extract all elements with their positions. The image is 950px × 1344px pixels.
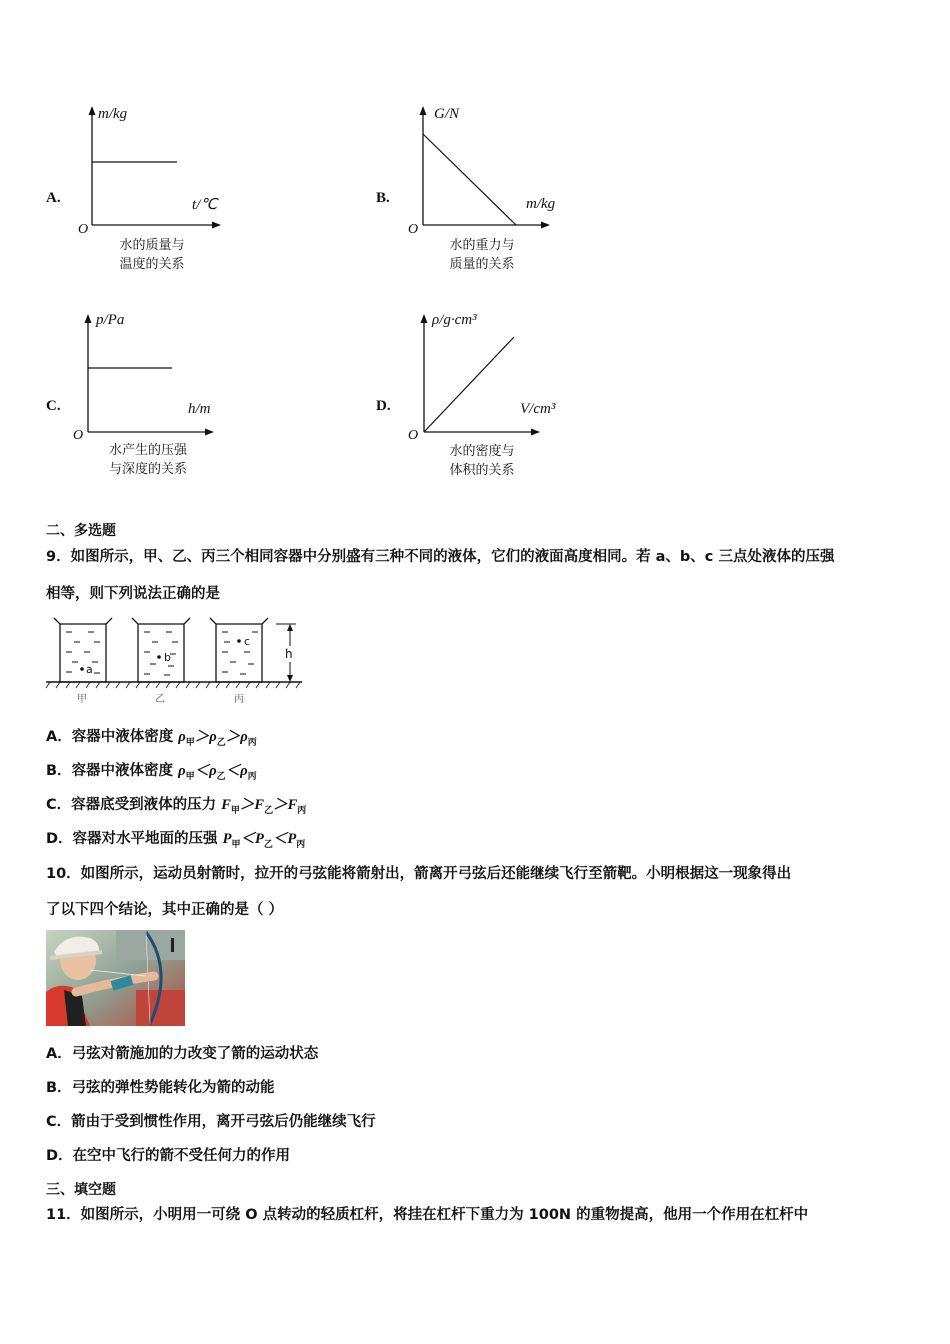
q9-option-b-text: 容器中液体密度: [71, 763, 179, 779]
q9-option-c-letter: C．: [46, 797, 72, 813]
graph-b-xlabel: m/kg: [526, 196, 556, 212]
graph-b: [372, 100, 592, 280]
graph-a-caption-line2: 温度的关系: [119, 257, 185, 272]
q10-option-d-text: 在空中飞行的箭不受任何力的作用: [72, 1148, 291, 1164]
q9-option-a-letter: A．: [46, 729, 72, 745]
point-b-label: b: [164, 651, 171, 664]
graph-b-axes: [372, 100, 592, 240]
q10-option-d[interactable]: [46, 1144, 290, 1165]
q9-option-a-f3: ＞ρ: [194, 729, 217, 745]
q9-option-d-f1: P: [222, 831, 232, 847]
archer-photo: [46, 930, 185, 1026]
graph-c-caption-line1: 水产生的压强: [108, 443, 187, 458]
q9-option-d-f5: ＜P: [272, 831, 297, 847]
q10-option-a[interactable]: [46, 1042, 318, 1063]
q9-option-a-f4: 乙: [216, 738, 226, 748]
q9-option-c-f2: 甲: [230, 806, 240, 816]
q10-option-b-letter: B．: [46, 1080, 72, 1096]
q10-option-a-letter: A．: [46, 1046, 72, 1062]
q9-containers-figure: [44, 612, 306, 706]
q9-option-b-f6: 丙: [247, 772, 257, 782]
graph-a-axes: [40, 100, 240, 240]
q9-option-a-f1: ρ: [178, 729, 186, 745]
question-9-line1: 9．如图所示，甲、乙、丙三个相同容器中分别盛有三种不同的液体，它们的液面高度相同。若 a、b、c 三点处液体的压强: [46, 549, 835, 565]
q9-option-a-f6: 丙: [247, 738, 257, 748]
graph-a-caption: [92, 236, 212, 274]
q10-option-c[interactable]: [46, 1110, 376, 1131]
q9-option-c-f3: ＞F: [239, 797, 265, 813]
q9-option-c-text: 容器底受到液体的压力: [71, 797, 222, 813]
container-yi: [132, 618, 190, 682]
graph-c-letter: C.: [46, 398, 61, 414]
graph-b-ylabel: G/N: [434, 106, 460, 122]
q10-option-a-text: 弓弦对箭施加的力改变了箭的运动状态: [71, 1046, 319, 1062]
q9-option-a[interactable]: [46, 725, 257, 746]
question-11-line1: 11．如图所示，小明用一可绕 O 点转动的轻质杠杆，将挂在杠杆下重力为 100N 的重物提高，他用一个作用在杠杆中: [46, 1207, 809, 1223]
container-label-yi: 乙: [155, 694, 165, 705]
question-9-line2: 相等，则下列说法正确的是: [46, 586, 220, 602]
q10-option-b[interactable]: [46, 1076, 275, 1097]
question-10-line1: 10．如图所示，运动员射箭时，拉开的弓弦能将箭射出，箭离开弓弦后还能继续飞行至箭靶。小明根据这一现象得出: [46, 866, 792, 882]
graph-c: [40, 308, 240, 488]
section-heading-multiple-choice: 二、多选题: [46, 523, 116, 539]
q9-option-c[interactable]: [46, 793, 306, 814]
graph-a-letter: A.: [46, 190, 61, 206]
container-jia: [54, 618, 112, 682]
graph-a-ylabel: m/kg: [98, 106, 128, 122]
graph-c-ylabel: p/Pa: [96, 312, 125, 328]
q10-option-c-text: 箭由于受到惯性作用，离开弓弦后仍能继续飞行: [71, 1114, 376, 1130]
graph-d-caption-line2: 体积的关系: [449, 463, 515, 478]
graph-b-caption-line2: 质量的关系: [449, 257, 515, 272]
graph-c-caption-line2: 与深度的关系: [108, 462, 187, 477]
graph-a: [40, 100, 240, 280]
graph-d-letter: D.: [376, 398, 391, 414]
graph-b-caption-line1: 水的重力与: [449, 238, 515, 253]
q9-option-a-f2: 甲: [185, 738, 195, 748]
graph-d-caption: [422, 442, 542, 480]
height-h-label: h: [285, 647, 293, 661]
section-heading-fill-in: 三、填空题: [46, 1182, 116, 1198]
graph-b-line: [423, 134, 516, 225]
graph-c-origin: O: [73, 428, 84, 443]
q9-option-c-f1: F: [221, 797, 231, 813]
question-10-line2: 了以下四个结论，其中正确的是（ ）: [46, 902, 284, 918]
graph-d-axes: [372, 308, 592, 448]
point-c-label: c: [244, 635, 251, 648]
q9-option-b-letter: B．: [46, 763, 72, 779]
q9-option-b-f3: ＜ρ: [194, 763, 217, 779]
q9-option-d-f2: 甲: [231, 840, 241, 850]
container-bing: [210, 618, 268, 682]
graph-d-xlabel: V/cm³: [520, 401, 556, 417]
q9-option-b[interactable]: [46, 759, 257, 780]
q9-option-a-f5: ＞ρ: [225, 729, 248, 745]
q9-option-b-f4: 乙: [216, 772, 226, 782]
container-label-jia: 甲: [77, 694, 87, 705]
graph-c-axes: [40, 308, 240, 448]
q9-option-d-text: 容器对水平地面的压强: [72, 831, 223, 847]
q9-option-d-f4: 乙: [263, 840, 273, 850]
graph-d-line: [424, 337, 514, 432]
q9-option-d-f6: 丙: [296, 840, 306, 850]
q9-option-a-text: 容器中液体密度: [71, 729, 179, 745]
q9-option-b-f5: ＜ρ: [225, 763, 248, 779]
graph-d-caption-line1: 水的密度与: [449, 444, 515, 459]
q10-option-d-letter: D．: [46, 1148, 73, 1164]
graph-c-xlabel: h/m: [188, 401, 211, 417]
q9-option-b-f2: 甲: [185, 772, 195, 782]
q9-option-c-f5: ＞F: [273, 797, 298, 813]
graph-b-origin: O: [408, 222, 419, 237]
q9-option-d-f3: ＜P: [240, 831, 264, 847]
graph-a-xlabel: t/℃: [192, 197, 218, 213]
graph-c-caption: [86, 441, 210, 479]
graph-a-caption-line1: 水的质量与: [119, 238, 185, 253]
graph-d-origin: O: [408, 428, 419, 443]
q10-option-c-letter: C．: [46, 1114, 72, 1130]
graph-b-letter: B.: [376, 190, 390, 206]
graph-d: [372, 308, 592, 488]
q9-option-c-f4: 乙: [264, 806, 274, 816]
graph-a-origin: O: [78, 222, 89, 237]
container-label-bing: 丙: [234, 694, 244, 705]
q10-option-b-text: 弓弦的弹性势能转化为箭的动能: [71, 1080, 275, 1096]
point-a-label: a: [86, 663, 93, 676]
q9-option-c-f6: 丙: [297, 806, 307, 816]
graph-d-ylabel: ρ/g·cm³: [432, 312, 477, 328]
graph-b-caption: [422, 236, 542, 274]
q9-option-b-f1: ρ: [178, 763, 186, 779]
q9-option-d-letter: D．: [46, 831, 73, 847]
q9-option-d[interactable]: [46, 827, 305, 848]
